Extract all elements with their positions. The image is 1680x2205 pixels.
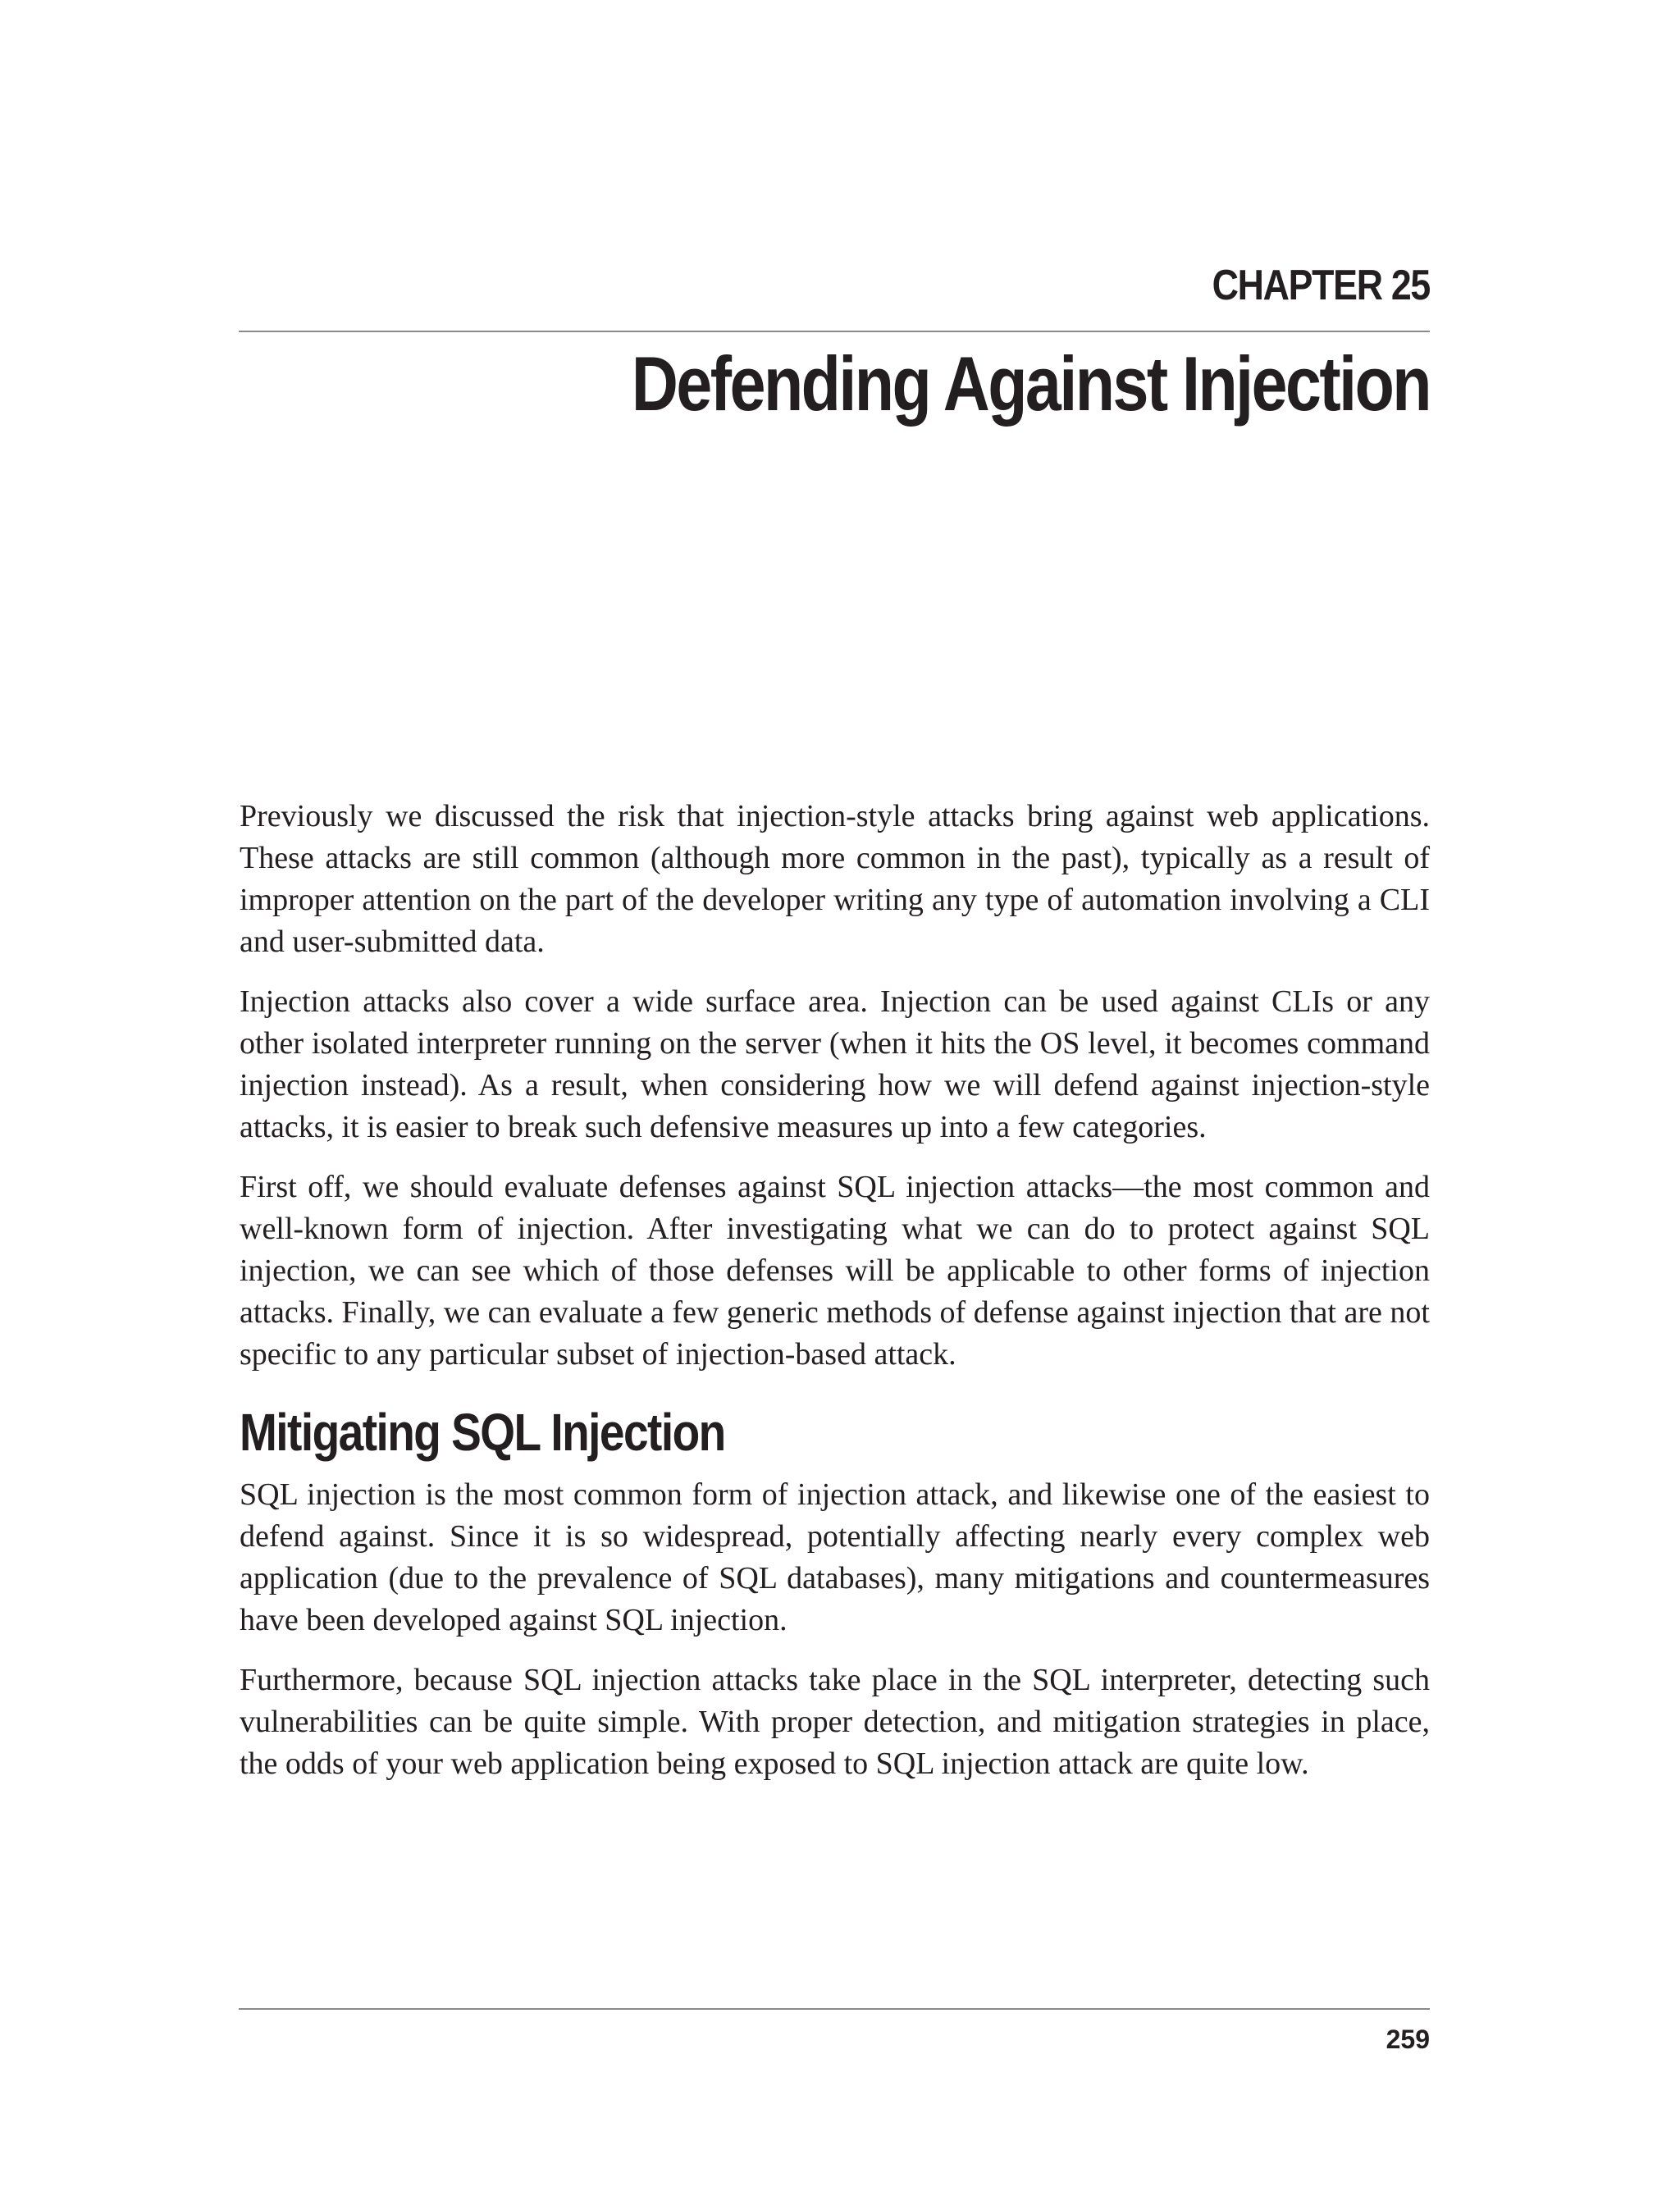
chapter-title: Defending Against Injection [631,340,1430,427]
chapter-label: CHAPTER 25 [1212,262,1430,309]
section-heading: Mitigating SQL Injection [240,1403,725,1462]
intro-paragraph-1: Previously we discussed the risk that injection-style attacks bring against web applications. These attacks are still common (although more common in the past), typically as a result of improper attention on the part of the developer writing any type of automation involving a CLI and user-submitted data. [240,799,1430,959]
intro-paragraph-2: Injection attacks also cover a wide surface area. Injection can be used against CLIs or any other isolated interpreter running on the server (when it hits the OS level, it becomes command injection instead). As a result, when considering how we will defend against injection-style attacks, it is easier to break such defensive measures up into a few categories. [240,984,1430,1144]
title-divider [239,331,1430,332]
footer-divider [239,2008,1430,2010]
intro-paragraph-3: First off, we should evaluate defenses against SQL injection attacks—the most common and well-known form of injection. After investigating what we can do to protect against SQL injection, we can see which of those defenses will be applicable to other forms of injection attacks. Finally, we can evaluate a few generic methods of defense against injection that are not specific to any particular subset of injection-based attack. [240,1170,1430,1372]
section-paragraph-2: Furthermore, because SQL injection attacks take place in the SQL interpreter, detecting such vulnerabilities can be quite simple. With proper detection, and mitigation strategies in place, the odds of your web application being exposed to SQL injection attack are quite low. [240,1663,1430,1781]
page-number: 259 [1386,2025,1430,2054]
section-paragraph-1: SQL injection is the most common form of injection attack, and likewise one of the easiest to defend against. Since it is so widespread, potentially affecting nearly every complex web application (due to the prevalence of SQL databases), many mitigations and countermeasures have been developed against SQL injection. [240,1477,1430,1637]
body-text [240,796,1430,1803]
